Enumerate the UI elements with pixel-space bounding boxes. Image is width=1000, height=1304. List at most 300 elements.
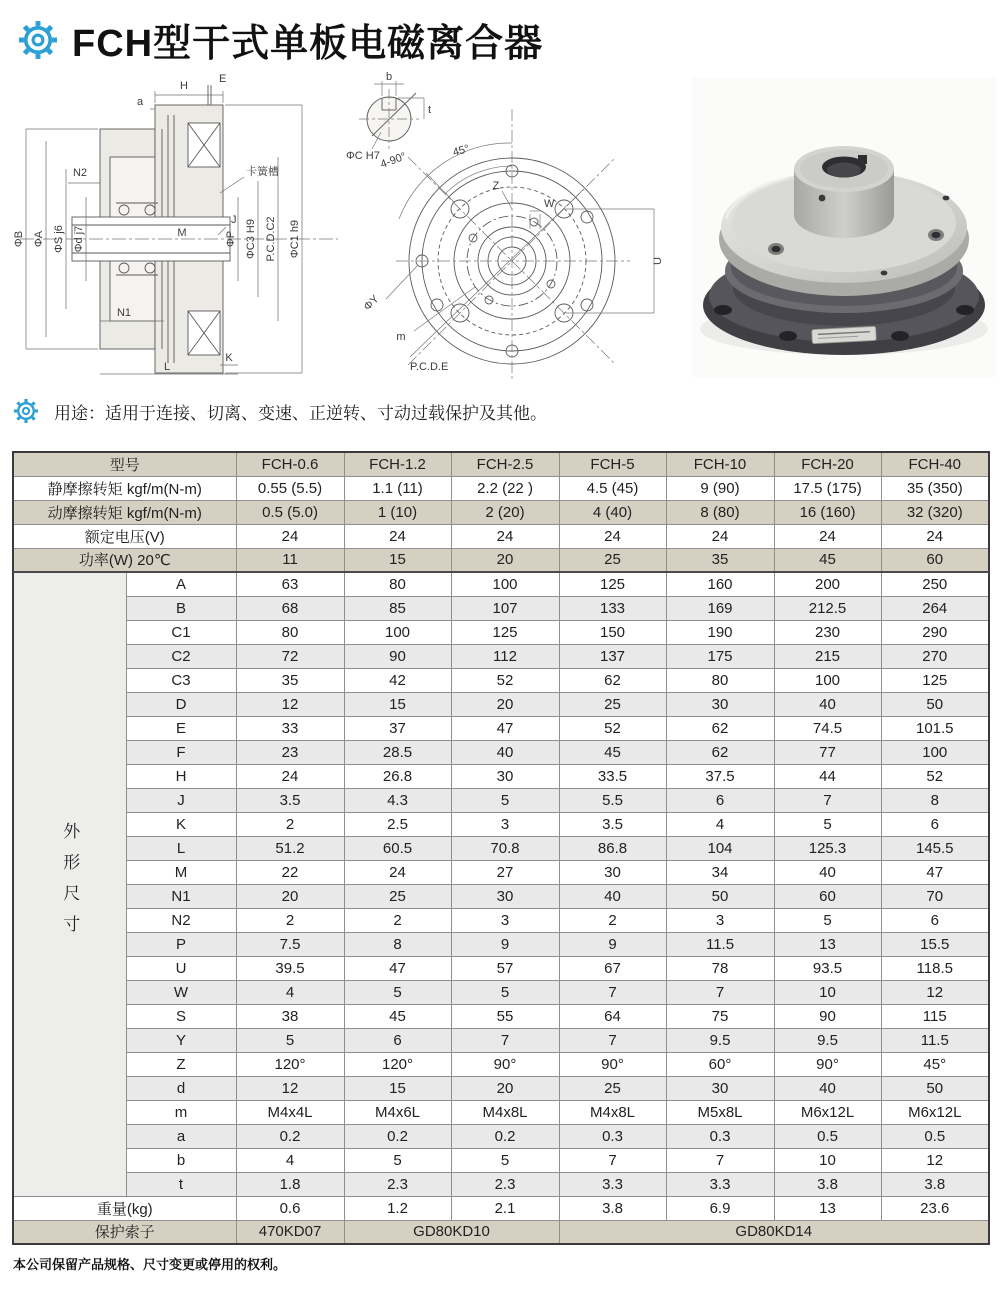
dim-cell: 145.5 <box>881 836 989 860</box>
dim-cell: 15 <box>344 1076 451 1100</box>
spec-cell: 0.5 (5.0) <box>236 500 344 524</box>
dim-cell: 51.2 <box>236 836 344 860</box>
table-row <box>13 1100 989 1124</box>
dim-cell: 3.5 <box>559 812 666 836</box>
dim-cell: 57 <box>451 956 559 980</box>
spec-cell: 11 <box>236 548 344 572</box>
dim-label: ΦY <box>361 293 382 314</box>
dim-label: Z <box>126 1052 236 1076</box>
spec-cell: 2.2 (22 ) <box>451 476 559 500</box>
dim-cell: 70.8 <box>451 836 559 860</box>
weight-cell: 1.2 <box>344 1196 451 1220</box>
dim-cell: 125.3 <box>774 836 881 860</box>
dim-cell: 5.5 <box>559 788 666 812</box>
dim-cell: 7 <box>666 980 774 1004</box>
dim-cell: 101.5 <box>881 716 989 740</box>
dim-cell: 100 <box>344 620 451 644</box>
dim-label: ΦB <box>13 230 25 248</box>
dim-cell: 70 <box>881 884 989 908</box>
table-row <box>13 716 989 740</box>
table-row <box>13 452 989 476</box>
dim-cell: 3 <box>451 908 559 932</box>
dim-label: J <box>126 788 236 812</box>
dim-cell: 12 <box>236 692 344 716</box>
dim-cell: 100 <box>451 572 559 596</box>
usage-note <box>0 385 1000 425</box>
dim-label: 4-90° <box>378 150 408 171</box>
dim-cell: M6x12L <box>774 1100 881 1124</box>
dim-label: U <box>126 956 236 980</box>
dim-label: P <box>126 932 236 956</box>
dim-label: W <box>126 980 236 1004</box>
dim-cell: 47 <box>344 956 451 980</box>
dim-cell: 40 <box>559 884 666 908</box>
dim-cell: 40 <box>774 692 881 716</box>
dim-cell: 125 <box>559 572 666 596</box>
dim-cell: 60° <box>666 1052 774 1076</box>
table-row <box>13 956 989 980</box>
dim-cell: 125 <box>881 668 989 692</box>
dim-cell: 2.3 <box>451 1172 559 1196</box>
table-row <box>13 524 989 548</box>
footer-note: 本公司保留产品规格、尺寸变更或停用的权利。 <box>13 1257 287 1272</box>
dim-label: W <box>544 198 555 210</box>
dim-cell: 33 <box>236 716 344 740</box>
dim-cell: 64 <box>559 1004 666 1028</box>
dim-label: L <box>126 836 236 860</box>
dim-cell: 5 <box>451 1148 559 1172</box>
dim-cell: 7 <box>774 788 881 812</box>
dim-cell: 212.5 <box>774 596 881 620</box>
dim-cell: 90° <box>774 1052 881 1076</box>
dim-cell: 24 <box>236 764 344 788</box>
dim-label: m <box>126 1100 236 1124</box>
spec-cell: 45 <box>774 548 881 572</box>
dim-cell: 42 <box>344 668 451 692</box>
dim-cell: 150 <box>559 620 666 644</box>
dim-cell: 62 <box>559 668 666 692</box>
dim-cell: 270 <box>881 644 989 668</box>
dim-cell: 45 <box>559 740 666 764</box>
spec-cell: 32 (320) <box>881 500 989 524</box>
figures-row <box>0 67 1000 385</box>
dim-cell: 0.5 <box>774 1124 881 1148</box>
dim-cell: 90 <box>344 644 451 668</box>
dim-cell: 160 <box>666 572 774 596</box>
dim-cell: 15.5 <box>881 932 989 956</box>
dim-cell: 3.3 <box>666 1172 774 1196</box>
dim-cell: 3 <box>451 812 559 836</box>
dim-label: Z <box>492 180 500 192</box>
table-row <box>13 1196 989 1220</box>
dim-cell: 30 <box>559 860 666 884</box>
dim-cell: 120° <box>344 1052 451 1076</box>
dim-cell: 40 <box>451 740 559 764</box>
dim-cell: 264 <box>881 596 989 620</box>
spec-cell: 24 <box>774 524 881 548</box>
dim-cell: 200 <box>774 572 881 596</box>
protector-cell: 470KD07 <box>236 1220 344 1244</box>
dim-label: C1 <box>126 620 236 644</box>
dim-cell: 52 <box>559 716 666 740</box>
row-label: 保护索子 <box>13 1220 236 1244</box>
dim-label: M <box>177 227 187 239</box>
dim-cell: 169 <box>666 596 774 620</box>
table-row <box>13 692 989 716</box>
dim-cell: 2 <box>559 908 666 932</box>
dim-cell: 93.5 <box>774 956 881 980</box>
dim-cell: 7 <box>559 1028 666 1052</box>
dim-cell: 118.5 <box>881 956 989 980</box>
table-row <box>13 572 989 596</box>
weight-cell: 3.8 <box>559 1196 666 1220</box>
table-row <box>13 884 989 908</box>
dim-cell: 35 <box>236 668 344 692</box>
dim-cell: 2 <box>236 812 344 836</box>
dim-cell: 72 <box>236 644 344 668</box>
table-row <box>13 476 989 500</box>
dim-cell: 100 <box>774 668 881 692</box>
dim-cell: 26.8 <box>344 764 451 788</box>
dim-cell: 104 <box>666 836 774 860</box>
row-label: 重量(kg) <box>13 1196 236 1220</box>
model-cell: FCH-10 <box>666 452 774 476</box>
dim-label: E <box>126 716 236 740</box>
spec-cell: 24 <box>881 524 989 548</box>
dim-cell: M4x8L <box>559 1100 666 1124</box>
dim-cell: 30 <box>666 692 774 716</box>
dim-cell: 5 <box>344 980 451 1004</box>
dim-label: L <box>163 361 171 373</box>
dim-cell: 6 <box>344 1028 451 1052</box>
dim-cell: 0.3 <box>666 1124 774 1148</box>
dim-cell: 20 <box>451 1076 559 1100</box>
dim-cell: 7.5 <box>236 932 344 956</box>
table-row <box>13 812 989 836</box>
model-cell: FCH-40 <box>881 452 989 476</box>
table-row <box>13 1148 989 1172</box>
dim-cell: 115 <box>881 1004 989 1028</box>
dim-label: 45° <box>451 142 471 159</box>
spec-cell: 60 <box>881 548 989 572</box>
dim-cell: 11.5 <box>666 932 774 956</box>
dim-cell: 77 <box>774 740 881 764</box>
dim-cell: 90° <box>559 1052 666 1076</box>
dim-label: C2 <box>126 644 236 668</box>
dim-cell: 86.8 <box>559 836 666 860</box>
dim-cell: 1.8 <box>236 1172 344 1196</box>
dim-cell: 55 <box>451 1004 559 1028</box>
dim-cell: 37.5 <box>666 764 774 788</box>
row-label: 静摩擦转矩 kgf/m(N-m) <box>13 476 236 500</box>
dim-cell: 120° <box>236 1052 344 1076</box>
weight-cell: 13 <box>774 1196 881 1220</box>
dim-label: N2 <box>126 908 236 932</box>
dim-cell: 4 <box>236 1148 344 1172</box>
dim-cell: M5x8L <box>666 1100 774 1124</box>
dim-cell: 6 <box>881 812 989 836</box>
dim-label: Y <box>126 1028 236 1052</box>
dim-cell: 250 <box>881 572 989 596</box>
page-title: FCH型干式单板电磁离合器 <box>72 23 544 65</box>
dim-cell: 125 <box>451 620 559 644</box>
gear-icon <box>16 18 60 62</box>
dim-cell: 33.5 <box>559 764 666 788</box>
table-row <box>13 1004 989 1028</box>
dim-cell: 7 <box>666 1148 774 1172</box>
protector-cell: GD80KD10 <box>344 1220 559 1244</box>
dim-cell: 12 <box>236 1076 344 1100</box>
dim-label: N1 <box>126 884 236 908</box>
table-row <box>13 764 989 788</box>
dim-label: H <box>126 764 236 788</box>
dim-label: M <box>126 860 236 884</box>
dim-cell: 74.5 <box>774 716 881 740</box>
table-row <box>13 932 989 956</box>
dim-label: K <box>126 812 236 836</box>
dim-cell: 30 <box>451 764 559 788</box>
dim-cell: 133 <box>559 596 666 620</box>
dim-cell: 9.5 <box>774 1028 881 1052</box>
table-row <box>13 788 989 812</box>
spec-cell: 24 <box>451 524 559 548</box>
spec-cell: 4.5 (45) <box>559 476 666 500</box>
dim-cell: 9.5 <box>666 1028 774 1052</box>
dim-cell: 112 <box>451 644 559 668</box>
dim-cell: 38 <box>236 1004 344 1028</box>
spec-cell: 17.5 (175) <box>774 476 881 500</box>
table-row <box>13 644 989 668</box>
dim-cell: 23 <box>236 740 344 764</box>
dim-label: F <box>126 740 236 764</box>
dim-cell: 215 <box>774 644 881 668</box>
weight-cell: 6.9 <box>666 1196 774 1220</box>
front-view-drawing <box>344 69 678 385</box>
dim-cell: 12 <box>881 980 989 1004</box>
dim-cell: 63 <box>236 572 344 596</box>
table-row <box>13 596 989 620</box>
dim-label: ΦC1 h9 <box>289 219 301 259</box>
dim-cell: 0.2 <box>236 1124 344 1148</box>
dim-label: m <box>396 331 406 343</box>
table-row <box>13 1052 989 1076</box>
row-label: 动摩擦转矩 kgf/m(N-m) <box>13 500 236 524</box>
table-row <box>13 620 989 644</box>
dim-cell: 80 <box>236 620 344 644</box>
dim-label: a <box>126 1124 236 1148</box>
spec-cell: 15 <box>344 548 451 572</box>
dim-cell: 2.3 <box>344 1172 451 1196</box>
dim-cell: 175 <box>666 644 774 668</box>
dim-cell: 5 <box>774 812 881 836</box>
section-view-drawing <box>12 69 344 381</box>
annotation-label: 卡簧槽 <box>246 166 279 178</box>
dim-label: E <box>219 73 227 85</box>
dim-cell: 44 <box>774 764 881 788</box>
dim-cell: 22 <box>236 860 344 884</box>
dim-cell: 20 <box>236 884 344 908</box>
spec-cell: 35 (350) <box>881 476 989 500</box>
dim-cell: 62 <box>666 716 774 740</box>
table-row <box>13 908 989 932</box>
dim-label: ΦP <box>225 230 237 248</box>
gear-icon-small <box>12 397 40 425</box>
spec-cell: 24 <box>236 524 344 548</box>
dim-cell: 47 <box>451 716 559 740</box>
spec-table <box>12 451 990 1245</box>
table-row <box>13 1220 989 1244</box>
spec-cell: 8 (80) <box>666 500 774 524</box>
table-row <box>13 1076 989 1100</box>
spec-cell: 16 (160) <box>774 500 881 524</box>
dim-cell: 6 <box>666 788 774 812</box>
dim-cell: 3.3 <box>559 1172 666 1196</box>
dim-cell: 13 <box>774 932 881 956</box>
dim-cell: 5 <box>451 980 559 1004</box>
dim-cell: 67 <box>559 956 666 980</box>
dim-cell: 9 <box>451 932 559 956</box>
spec-cell: 9 (90) <box>666 476 774 500</box>
dim-cell: 24 <box>344 860 451 884</box>
dim-cell: M6x12L <box>881 1100 989 1124</box>
dim-cell: M4x8L <box>451 1100 559 1124</box>
table-row <box>13 740 989 764</box>
dim-label: J <box>231 214 237 226</box>
weight-cell: 2.1 <box>451 1196 559 1220</box>
dim-cell: 0.2 <box>344 1124 451 1148</box>
model-cell: FCH-2.5 <box>451 452 559 476</box>
model-cell: FCH-0.6 <box>236 452 344 476</box>
dim-cell: 85 <box>344 596 451 620</box>
dim-cell: 28.5 <box>344 740 451 764</box>
dim-label: ΦC3 H9 <box>245 219 257 259</box>
dim-cell: 15 <box>344 692 451 716</box>
dim-cell: 50 <box>881 1076 989 1100</box>
dim-cell: 27 <box>451 860 559 884</box>
dim-cell: 4 <box>666 812 774 836</box>
dim-cell: M4x6L <box>344 1100 451 1124</box>
dim-label: N2 <box>72 167 88 179</box>
dim-cell: 5 <box>774 908 881 932</box>
dim-label: A <box>126 572 236 596</box>
dim-cell: 0.3 <box>559 1124 666 1148</box>
product-photo <box>692 77 996 377</box>
dim-label: D <box>126 692 236 716</box>
dim-cell: 10 <box>774 980 881 1004</box>
dim-cell: 25 <box>344 884 451 908</box>
table-row <box>13 548 989 572</box>
dim-label: t <box>428 104 432 116</box>
dim-cell: M4x4L <box>236 1100 344 1124</box>
row-label: 功率(W) 20℃ <box>13 548 236 572</box>
dim-cell: 7 <box>451 1028 559 1052</box>
spec-cell: 24 <box>666 524 774 548</box>
dim-cell: 2 <box>236 908 344 932</box>
dim-cell: 62 <box>666 740 774 764</box>
dim-cell: 45 <box>344 1004 451 1028</box>
dim-cell: 40 <box>774 860 881 884</box>
dim-cell: 52 <box>451 668 559 692</box>
usage-text: 用途：适用于连接、切离、变速、正逆转、寸动过载保护及其他。 <box>54 403 547 423</box>
row-label: 额定电压(V) <box>13 524 236 548</box>
dim-cell: 190 <box>666 620 774 644</box>
dim-cell: 47 <box>881 860 989 884</box>
dim-cell: 0.5 <box>881 1124 989 1148</box>
dim-cell: 90° <box>451 1052 559 1076</box>
model-cell: FCH-20 <box>774 452 881 476</box>
spec-cell: 24 <box>344 524 451 548</box>
dim-cell: 90 <box>774 1004 881 1028</box>
spec-cell: 35 <box>666 548 774 572</box>
dim-cell: 80 <box>344 572 451 596</box>
table-row <box>13 1124 989 1148</box>
dim-label: d <box>126 1076 236 1100</box>
dim-label: H <box>180 80 188 92</box>
spec-cell: 0.55 (5.5) <box>236 476 344 500</box>
page-header <box>0 0 1000 67</box>
table-row <box>13 1172 989 1196</box>
dim-cell: 4.3 <box>344 788 451 812</box>
dim-cell: 5 <box>344 1148 451 1172</box>
dim-label: ΦS j6 <box>53 225 65 253</box>
dim-group-label: 外形尺寸 <box>13 572 126 1196</box>
dim-cell: 25 <box>559 1076 666 1100</box>
dim-cell: 3.8 <box>881 1172 989 1196</box>
dim-cell: 2 <box>344 908 451 932</box>
table-row <box>13 836 989 860</box>
spec-cell: 4 (40) <box>559 500 666 524</box>
dim-cell: 3.8 <box>774 1172 881 1196</box>
dim-cell: 60 <box>774 884 881 908</box>
dim-cell: 11.5 <box>881 1028 989 1052</box>
dim-cell: 52 <box>881 764 989 788</box>
dim-cell: 37 <box>344 716 451 740</box>
spec-cell: 25 <box>559 548 666 572</box>
dim-label: K <box>225 352 233 364</box>
dim-cell: 100 <box>881 740 989 764</box>
dim-label: t <box>126 1172 236 1196</box>
dim-cell: 2.5 <box>344 812 451 836</box>
dim-label: P.C.D.E <box>410 361 449 373</box>
weight-cell: 23.6 <box>881 1196 989 1220</box>
protector-cell: GD80KD14 <box>559 1220 989 1244</box>
dim-cell: 7 <box>559 980 666 1004</box>
dim-cell: 6 <box>881 908 989 932</box>
table-row <box>13 668 989 692</box>
model-cell: FCH-1.2 <box>344 452 451 476</box>
dim-cell: 0.2 <box>451 1124 559 1148</box>
dim-cell: 40 <box>774 1076 881 1100</box>
dim-label: a <box>136 96 144 108</box>
dim-cell: 8 <box>881 788 989 812</box>
dim-cell: 68 <box>236 596 344 620</box>
table-row <box>13 860 989 884</box>
dim-cell: 80 <box>666 668 774 692</box>
dim-cell: 78 <box>666 956 774 980</box>
spec-cell: 2 (20) <box>451 500 559 524</box>
dim-cell: 9 <box>559 932 666 956</box>
dim-label: B <box>126 596 236 620</box>
dim-cell: 107 <box>451 596 559 620</box>
dim-label: ΦA <box>33 230 45 248</box>
table-row <box>13 500 989 524</box>
dim-label: P.C.D.C2 <box>265 216 277 262</box>
table-row <box>13 980 989 1004</box>
spec-cell: 1.1 (11) <box>344 476 451 500</box>
spec-cell: 20 <box>451 548 559 572</box>
weight-cell: 0.6 <box>236 1196 344 1220</box>
dim-label: C3 <box>126 668 236 692</box>
